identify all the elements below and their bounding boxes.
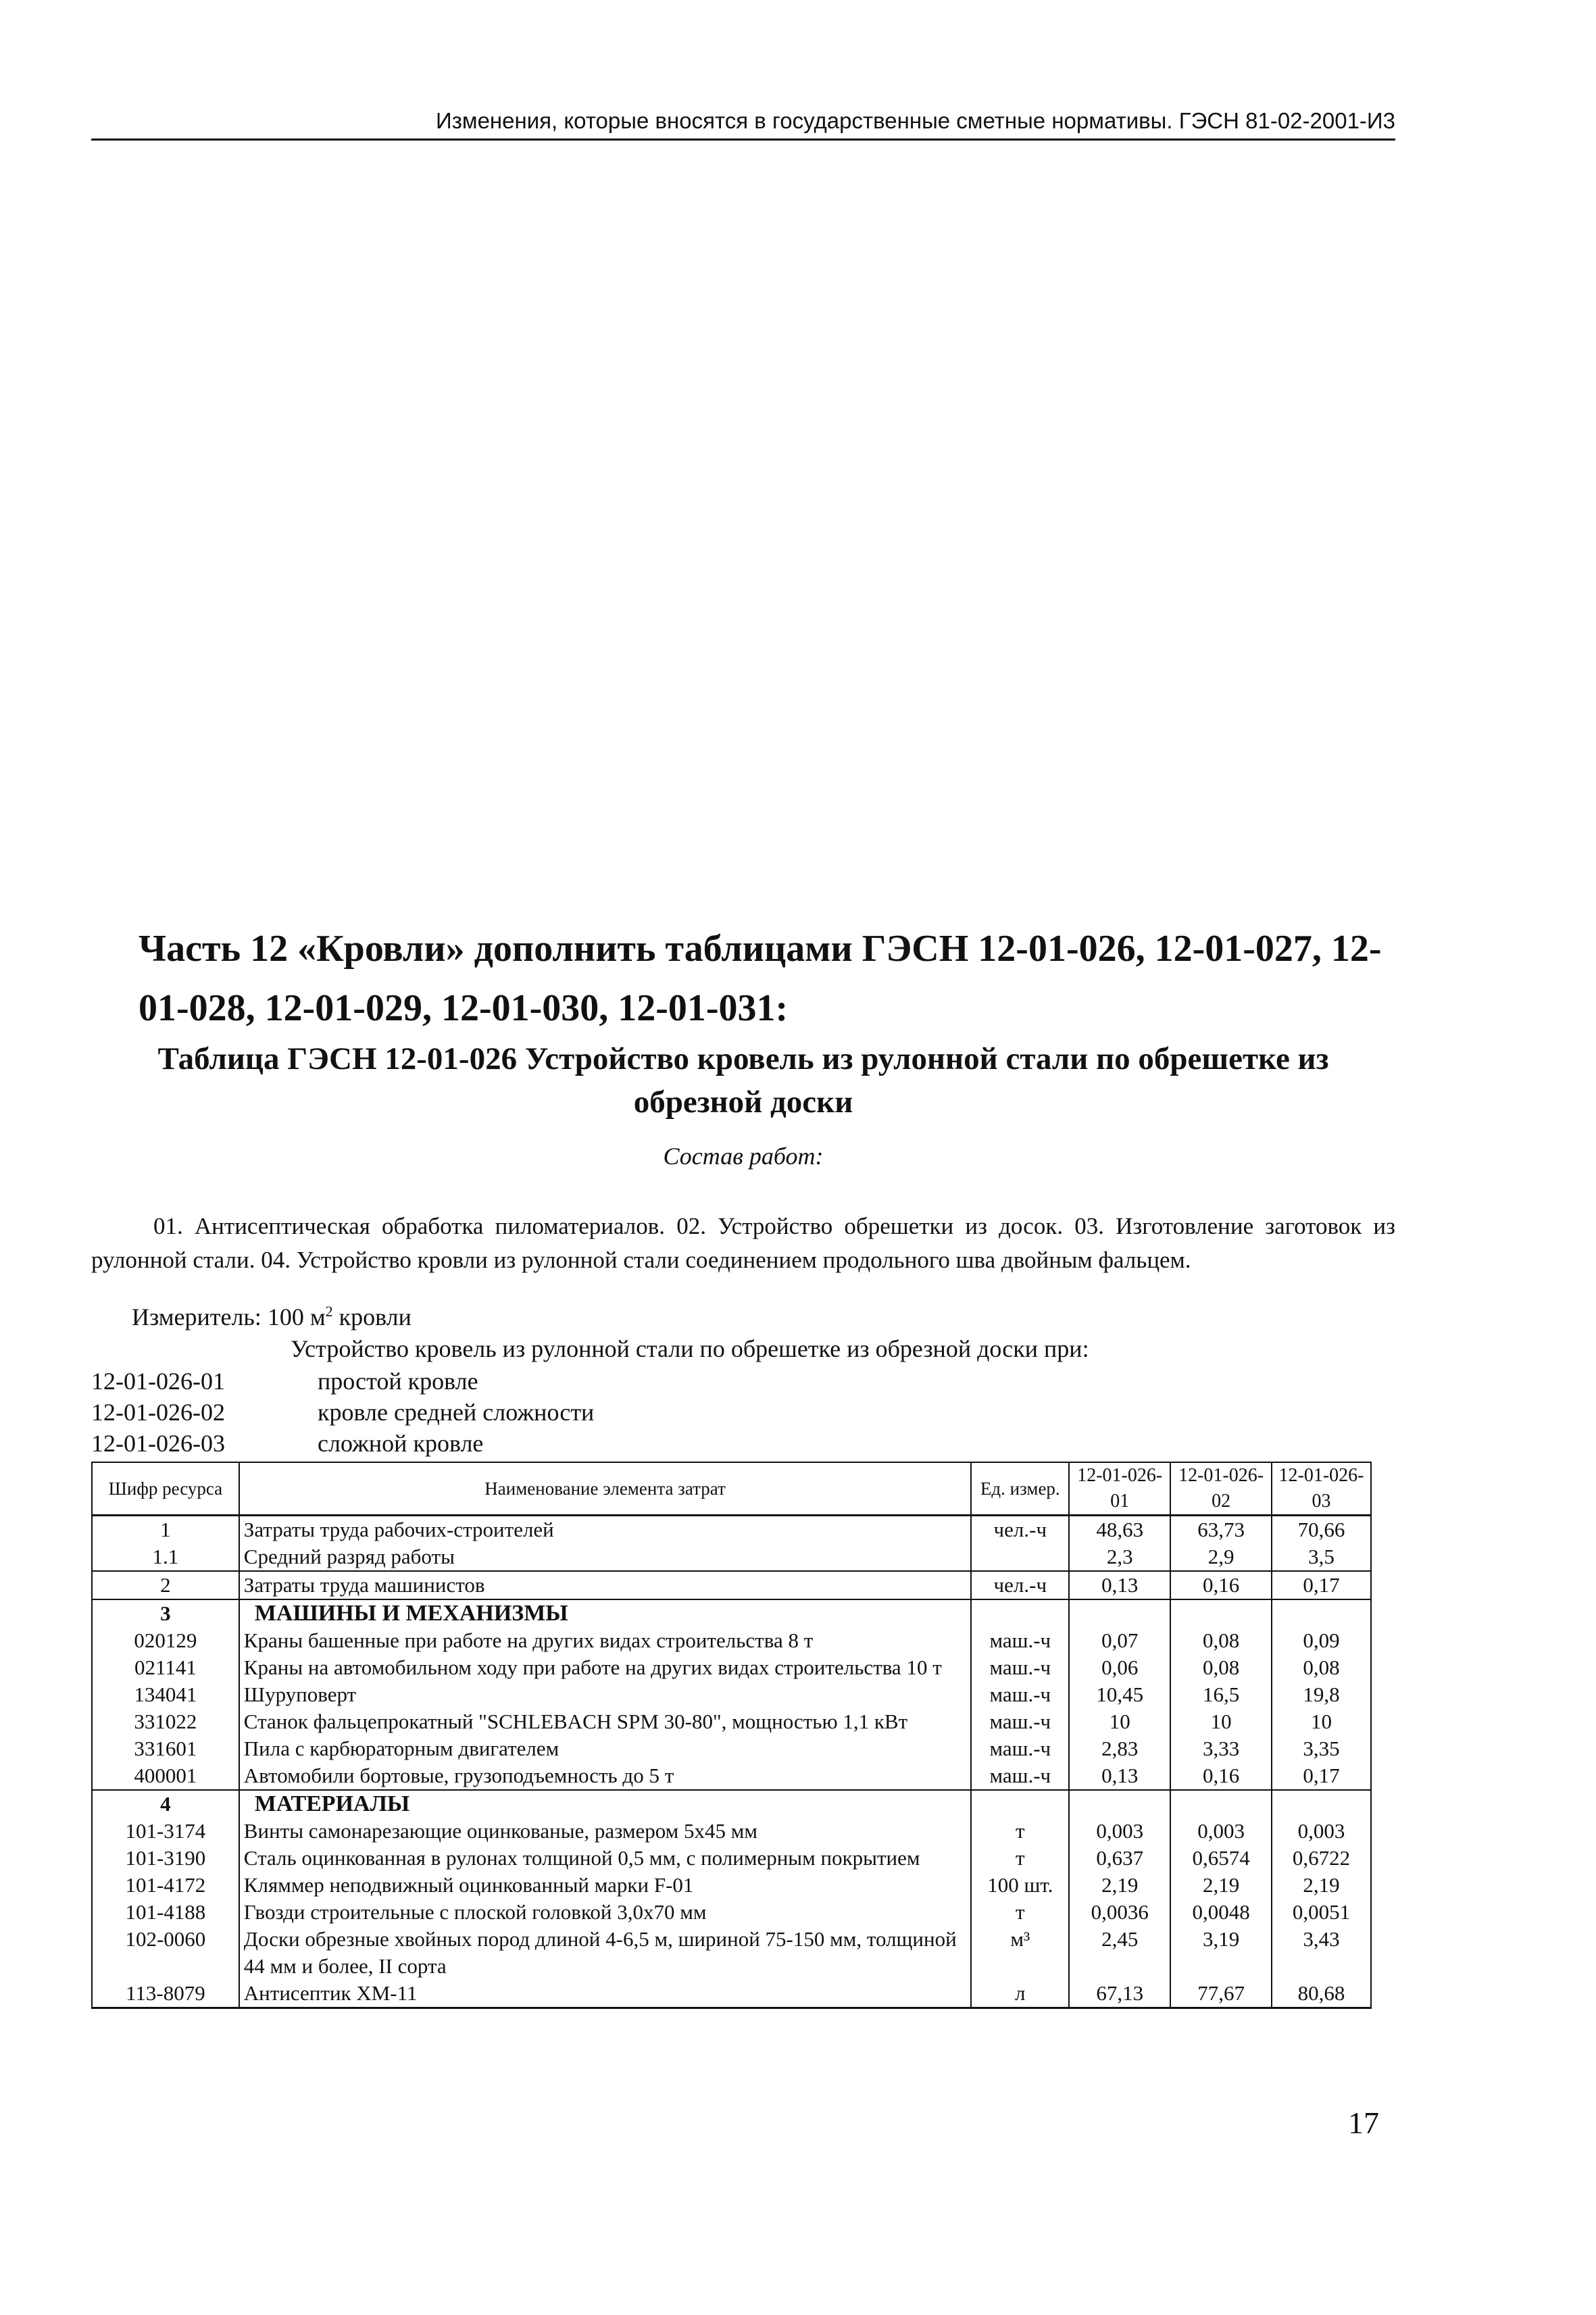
cell-unit: маш.-ч <box>971 1627 1069 1654</box>
section-row-machines <box>92 1599 1371 1627</box>
cell-value: 70,66 <box>1272 1516 1371 1544</box>
cell-code: 134041 <box>92 1681 239 1708</box>
cell-name: Шуруповерт <box>239 1681 972 1708</box>
cell-value: 0,003 <box>1069 1818 1170 1845</box>
cell-unit: т <box>971 1818 1069 1845</box>
cell-code: 3 <box>92 1599 239 1627</box>
cell-name: Автомобили бортовые, грузоподъемность до 5 т <box>239 1762 972 1790</box>
cell-value: 0,13 <box>1069 1571 1170 1599</box>
cell-code: 101-3174 <box>92 1818 239 1845</box>
cell-unit: маш.-ч <box>971 1735 1069 1762</box>
cell-value: 0,637 <box>1069 1845 1170 1872</box>
cell-code: 331601 <box>92 1735 239 1762</box>
variant-name: сложной кровле <box>318 1430 484 1457</box>
variant-name: кровле средней сложности <box>318 1399 595 1426</box>
table-row <box>92 1735 1371 1762</box>
cell-value: 0,06 <box>1069 1654 1170 1681</box>
cell-value: 0,16 <box>1170 1762 1272 1790</box>
cell-value: 80,68 <box>1272 1980 1371 2008</box>
variant-name: простой кровле <box>318 1368 478 1395</box>
cell-value: 2,9 <box>1170 1543 1272 1571</box>
header-variant-2: 12-01-026-02 <box>1170 1462 1272 1516</box>
table-row <box>92 1516 1371 1544</box>
cell-value: 48,63 <box>1069 1516 1170 1544</box>
cell-name: Пила с карбюраторным двигателем <box>239 1735 972 1762</box>
cell-value: 2,19 <box>1272 1872 1371 1899</box>
table-row <box>92 1681 1371 1708</box>
cell-value <box>1069 1790 1170 1818</box>
table-row <box>92 1818 1371 1845</box>
cell-value: 0,0051 <box>1272 1899 1371 1926</box>
cell-name: Затраты труда машинистов <box>239 1571 972 1599</box>
cell-value <box>1272 1599 1371 1627</box>
resource-table <box>91 1462 1372 2009</box>
table-row <box>92 1762 1371 1790</box>
cell-value: 10 <box>1272 1708 1371 1735</box>
cell-value: 0,003 <box>1272 1818 1371 1845</box>
table-row <box>92 1926 1371 1980</box>
cell-value: 0,0048 <box>1170 1899 1272 1926</box>
cell-value: 0,6574 <box>1170 1845 1272 1872</box>
header-rule <box>91 139 1395 141</box>
variant-code: 12-01-026-01 <box>91 1368 225 1395</box>
cell-value: 0,17 <box>1272 1571 1371 1599</box>
cell-value <box>1272 1790 1371 1818</box>
table-row <box>92 1872 1371 1899</box>
header-name: Наименование элемента затрат <box>239 1462 972 1516</box>
table-row <box>92 1899 1371 1926</box>
measurer-label: Измеритель: <box>132 1303 261 1330</box>
cell-value <box>1170 1790 1272 1818</box>
cell-name: Краны башенные при работе на других видах строительства 8 т <box>239 1627 972 1654</box>
cell-value: 0,07 <box>1069 1627 1170 1654</box>
cell-value: 0,003 <box>1170 1818 1272 1845</box>
cell-value <box>1170 1599 1272 1627</box>
cell-value: 2,45 <box>1069 1926 1170 1980</box>
works-text: 01. Антисептическая обработка пиломатериалов. 02. Устройство обрешетки из досок. 03. Изготовление заготовок из рулонной стали. 04. Устройство кровли из рулонной стали соединением продольного шва двойным фальцем. <box>91 1213 1395 1273</box>
cell-name: Сталь оцинкованная в рулонах толщиной 0,5 мм, с полимерным покрытием <box>239 1845 972 1872</box>
table-row <box>92 1627 1371 1654</box>
page-header: Изменения, которые вносятся в государственные сметные нормативы. ГЭСН 81-02-2001-И3 <box>436 108 1395 133</box>
cell-value: 0,08 <box>1170 1654 1272 1681</box>
cell-value: 0,16 <box>1170 1571 1272 1599</box>
variant-2 <box>91 1398 594 1426</box>
table-header-row <box>92 1462 1371 1516</box>
cell-value: 3,33 <box>1170 1735 1272 1762</box>
cell-code: 331022 <box>92 1708 239 1735</box>
cell-value: 2,3 <box>1069 1543 1170 1571</box>
cell-code: 1 <box>92 1516 239 1544</box>
cell-value: 19,8 <box>1272 1681 1371 1708</box>
table-row <box>92 1708 1371 1735</box>
cell-name: Антисептик ХМ-11 <box>239 1980 972 2008</box>
cell-name: МАТЕРИАЛЫ <box>239 1790 972 1818</box>
cell-name: Винты самонарезающие оцинкованые, размером 5х45 мм <box>239 1818 972 1845</box>
cell-code: 400001 <box>92 1762 239 1790</box>
table-title: Таблица ГЭСН 12-01-026 Устройство кровель из рулонной стали по обрешетке из обрезной доски <box>157 1041 1329 1120</box>
cell-value <box>1069 1599 1170 1627</box>
table-row <box>92 1654 1371 1681</box>
table-row <box>92 1571 1371 1599</box>
cell-unit <box>971 1543 1069 1571</box>
cell-value: 63,73 <box>1170 1516 1272 1544</box>
cell-name: Затраты труда рабочих-строителей <box>239 1516 972 1544</box>
cell-name: Краны на автомобильном ходу при работе на других видах строительства 10 т <box>239 1654 972 1681</box>
header-variant-3: 12-01-026-03 <box>1272 1462 1371 1516</box>
cell-unit: чел.-ч <box>971 1571 1069 1599</box>
cell-name: Средний разряд работы <box>239 1543 972 1571</box>
cell-code: 1.1 <box>92 1543 239 1571</box>
measurer-value: 100 м <box>267 1303 326 1330</box>
cell-name: Кляммер неподвижный оцинкованный марки F-01 <box>239 1872 972 1899</box>
cell-unit: чел.-ч <box>971 1516 1069 1544</box>
part-title: Часть 12 «Кровли» дополнить таблицами ГЭСН 12-01-026, 12-01-027, 12-01-028, 12-01-029, 12-01-030, 12-01-031: <box>139 928 1382 1029</box>
cell-code: 2 <box>92 1571 239 1599</box>
cell-unit: м³ <box>971 1926 1069 1980</box>
measurer <box>132 1303 412 1331</box>
cell-unit: маш.-ч <box>971 1681 1069 1708</box>
variant-1 <box>91 1367 478 1395</box>
cell-value: 10 <box>1069 1708 1170 1735</box>
cell-code: 4 <box>92 1790 239 1818</box>
variant-3 <box>91 1429 483 1458</box>
cell-value: 0,13 <box>1069 1762 1170 1790</box>
cell-unit <box>971 1599 1069 1627</box>
cell-value: 3,43 <box>1272 1926 1371 1980</box>
cell-value: 0,08 <box>1170 1627 1272 1654</box>
section-row-materials <box>92 1790 1371 1818</box>
description-intro: Устройство кровель из рулонной стали по обрешетке из обрезной доски при: <box>291 1335 1089 1362</box>
cell-value: 16,5 <box>1170 1681 1272 1708</box>
cell-value: 0,6722 <box>1272 1845 1371 1872</box>
cell-value: 0,08 <box>1272 1654 1371 1681</box>
cell-unit: 100 шт. <box>971 1872 1069 1899</box>
header-unit: Ед. измер. <box>971 1462 1069 1516</box>
cell-code: 113-8079 <box>92 1980 239 2008</box>
page-number: 17 <box>1348 2106 1379 2140</box>
cell-code: 101-3190 <box>92 1845 239 1872</box>
cell-unit: маш.-ч <box>971 1708 1069 1735</box>
cell-code: 102-0060 <box>92 1926 239 1980</box>
table-row <box>92 1845 1371 1872</box>
cell-value: 3,19 <box>1170 1926 1272 1980</box>
table-row <box>92 1543 1371 1571</box>
table-row <box>92 1980 1371 2008</box>
cell-value: 3,35 <box>1272 1735 1371 1762</box>
cell-unit: т <box>971 1899 1069 1926</box>
cell-unit: маш.-ч <box>971 1654 1069 1681</box>
variant-code: 12-01-026-02 <box>91 1399 225 1426</box>
cell-value: 10 <box>1170 1708 1272 1735</box>
cell-code: 020129 <box>92 1627 239 1654</box>
cell-value: 2,19 <box>1170 1872 1272 1899</box>
header-variant-1: 12-01-026-01 <box>1069 1462 1170 1516</box>
cell-code: 101-4188 <box>92 1899 239 1926</box>
cell-name: Гвозди строительные с плоской головкой 3,0х70 мм <box>239 1899 972 1926</box>
cell-value: 67,13 <box>1069 1980 1170 2008</box>
measurer-unit: кровли <box>339 1303 412 1330</box>
header-code: Шифр ресурса <box>92 1462 239 1516</box>
cell-name: МАШИНЫ И МЕХАНИЗМЫ <box>239 1599 972 1627</box>
measurer-sup: 2 <box>325 1303 333 1320</box>
cell-unit <box>971 1790 1069 1818</box>
composition-label: Состав работ: <box>663 1143 824 1170</box>
cell-unit: т <box>971 1845 1069 1872</box>
cell-code: 101-4172 <box>92 1872 239 1899</box>
cell-value: 10,45 <box>1069 1681 1170 1708</box>
cell-name: Станок фальцепрокатный "SCHLEBACH SPM 30-80", мощностью 1,1 кВт <box>239 1708 972 1735</box>
cell-code: 021141 <box>92 1654 239 1681</box>
cell-value: 2,19 <box>1069 1872 1170 1899</box>
cell-value: 0,0036 <box>1069 1899 1170 1926</box>
cell-value: 2,83 <box>1069 1735 1170 1762</box>
cell-value: 3,5 <box>1272 1543 1371 1571</box>
variant-code: 12-01-026-03 <box>91 1430 225 1457</box>
cell-unit: маш.-ч <box>971 1762 1069 1790</box>
cell-name: Доски обрезные хвойных пород длиной 4-6,5 м, шириной 75-150 мм, толщиной 44 мм и более, II сорта <box>239 1926 972 1980</box>
cell-value: 77,67 <box>1170 1980 1272 2008</box>
cell-value: 0,17 <box>1272 1762 1371 1790</box>
cell-unit: л <box>971 1980 1069 2008</box>
cell-value: 0,09 <box>1272 1627 1371 1654</box>
